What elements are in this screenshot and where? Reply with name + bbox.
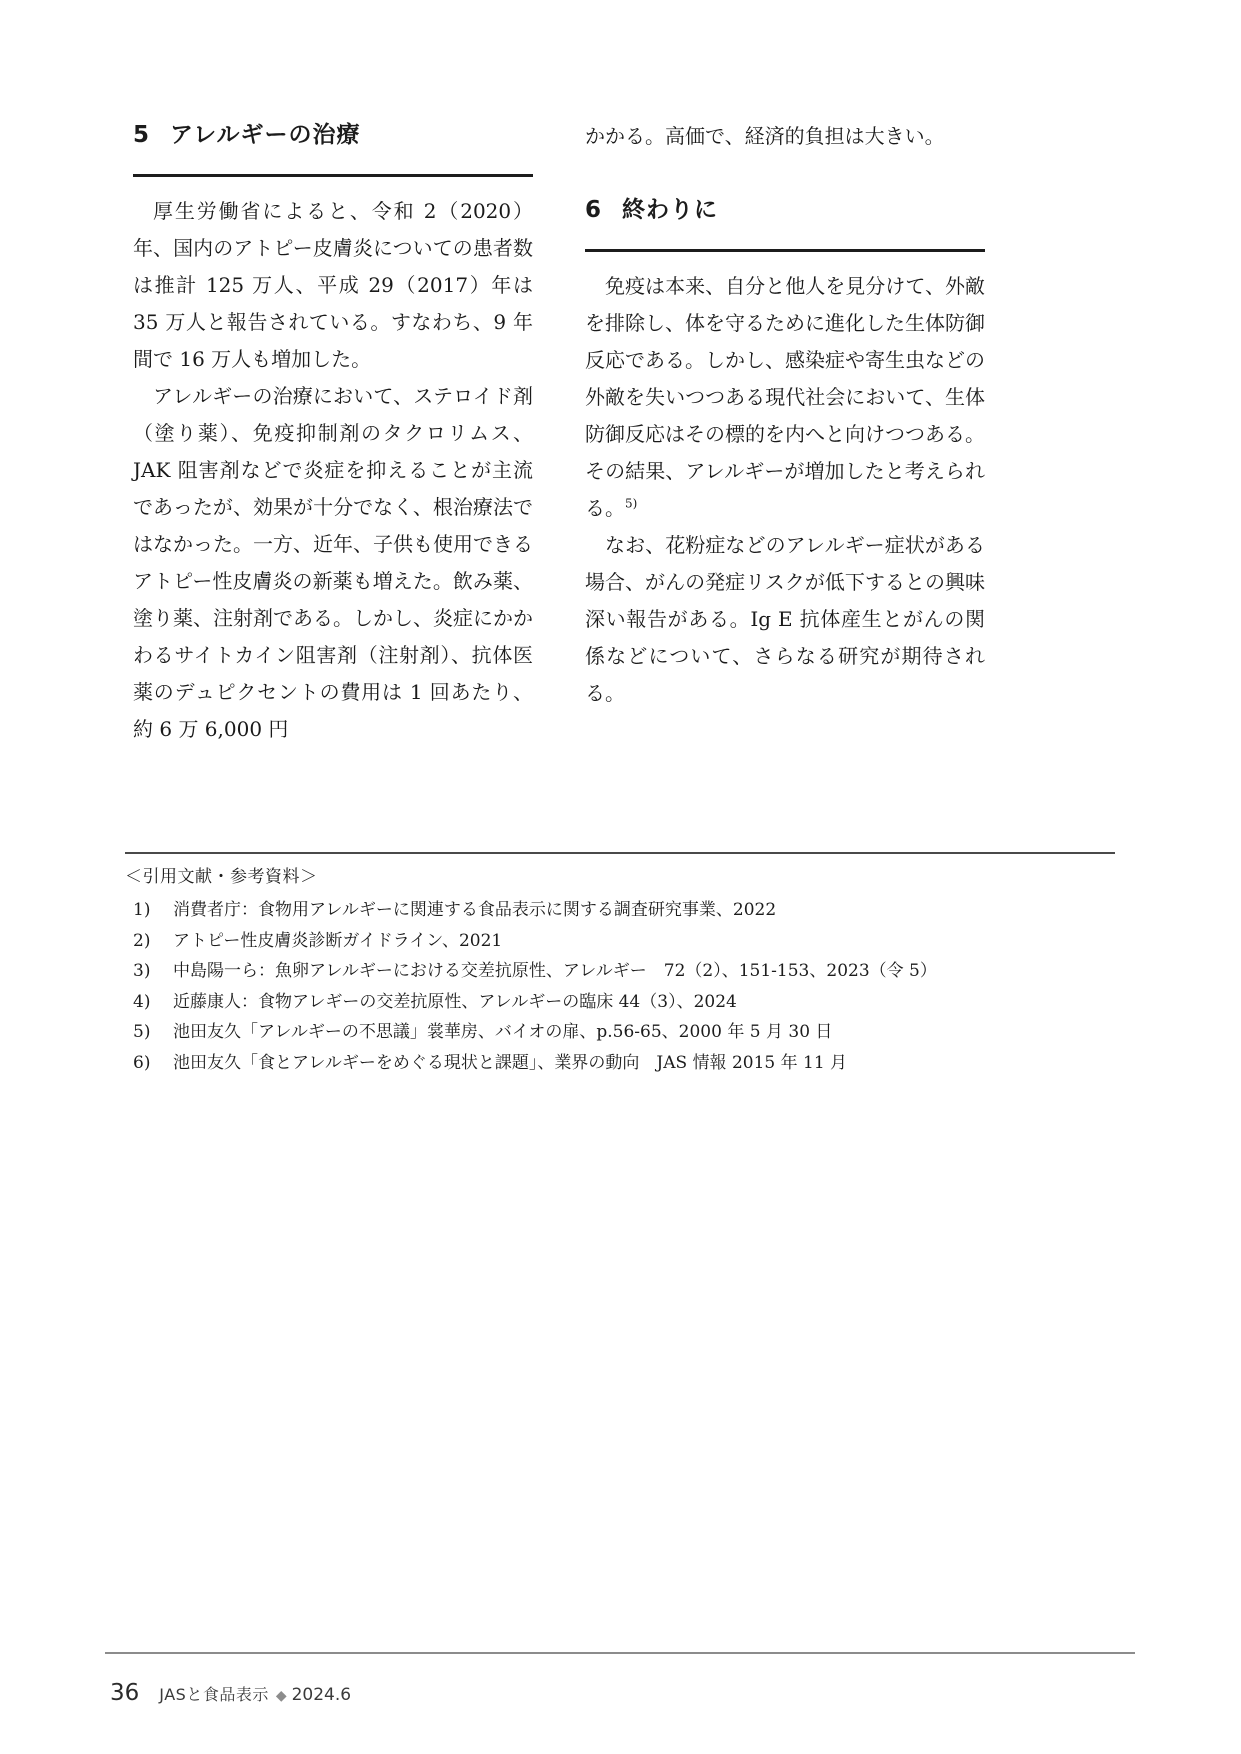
reference-number: 4) <box>133 991 151 1012</box>
reference-item <box>125 1048 1115 1079</box>
page-number: 36 <box>110 1680 140 1706</box>
reference-text: 近藤康人：食物アレギーの交差抗原性、アレルギーの臨床 44（3）、2024 <box>173 991 737 1012</box>
right-column <box>585 118 985 712</box>
reference-text: 消費者庁：食物用アレルギーに関連する食品表示に関する調査研究事業、2022 <box>173 900 777 920</box>
section-6-number: 6 <box>585 197 603 223</box>
footnote-reference: 5) <box>625 496 638 511</box>
reference-text: 池田友久「食とアレルギーをめぐる現状と課題」、業界の動向 JAS 情報 2015 年 11 月 <box>173 1052 848 1073</box>
paragraph: 厚生労働省によると、令和 2（2020）年、国内のアトピー皮膚炎についての患者数は推計 125 万人、平成 29（2017）年は 35 万人と報告されている。すなわち、9 年間で 16 万人も増加した。 <box>133 199 533 371</box>
section-6-heading <box>585 193 985 252</box>
reference-item <box>125 1017 1115 1048</box>
left-column <box>133 118 533 748</box>
page-footer <box>110 1680 351 1706</box>
journal-title: JASと食品表示 <box>159 1685 269 1704</box>
section-6-title: 終わりに <box>622 197 719 223</box>
continuation-paragraph: かかる。高価で、経済的負担は大きい。 <box>585 124 945 148</box>
reference-item <box>125 956 1115 987</box>
reference-item <box>125 987 1115 1018</box>
reference-number: 2) <box>133 930 151 951</box>
section-5-heading <box>133 118 533 177</box>
reference-number: 3) <box>133 961 151 981</box>
section-5-title: アレルギーの治療 <box>170 122 361 148</box>
references-header: ＜引用文献・参考資料＞ <box>125 867 318 887</box>
references-section <box>125 852 1115 1078</box>
section-5-body <box>133 193 533 748</box>
section-6-body <box>585 268 985 712</box>
diamond-icon: ◆ <box>275 1688 287 1704</box>
reference-number: 5) <box>133 1022 151 1042</box>
reference-text: 中島陽一ら：魚卵アレルギーにおける交差抗原性、アレルギー 72（2）、151-153、2023（令 5） <box>173 961 937 981</box>
paragraph <box>585 268 985 527</box>
paragraph: アレルギーの治療において、ステロイド剤（塗り薬）、免疫抑制剤のタクロリムス、JAK 阻害剤などで炎症を抑えることが主流であったが、効果が十分でなく、根治療法ではなかった。一方、近年、子供も使用できるアトピー性皮膚炎の新薬も増えた。飲み薬、塗り薬、注射剤である。しかし、炎症にかかわるサイトカイン阻害剤（注射剤）、抗体医薬のデュピクセントの費用は 1 回あたり、約 6 万 6,000 円 <box>133 384 533 741</box>
reference-number: 6) <box>133 1052 151 1073</box>
paragraph: なお、花粉症などのアレルギー症状がある場合、がんの発症リスクが低下するとの興味深い報告がある。Ig E 抗体産生とがんの関係などについて、さらなる研究が期待される。 <box>585 533 985 705</box>
reference-item <box>125 926 1115 957</box>
reference-number: 1) <box>133 900 151 920</box>
reference-text: アトピー性皮膚炎診断ガイドライン、2021 <box>173 930 503 951</box>
reference-text: 池田友久「アレルギーの不思議」裳華房、バイオの扉、p.56-65、2000 年 5 月 30 日 <box>173 1022 833 1042</box>
reference-item <box>125 895 1115 926</box>
paragraph-text: 免疫は本来、自分と他人を見分けて、外敵を排除し、体を守るために進化した生体防御反応である。しかし、感染症や寄生虫などの外敵を失いつつある現代社会において、生体防御反応はその標的を内へと向けつつある。その結果、アレルギーが増加したと考えられる。 <box>585 274 985 520</box>
issue-date: 2024.6 <box>291 1685 352 1705</box>
section-5-number: 5 <box>133 122 151 148</box>
footer-divider <box>105 1652 1135 1654</box>
